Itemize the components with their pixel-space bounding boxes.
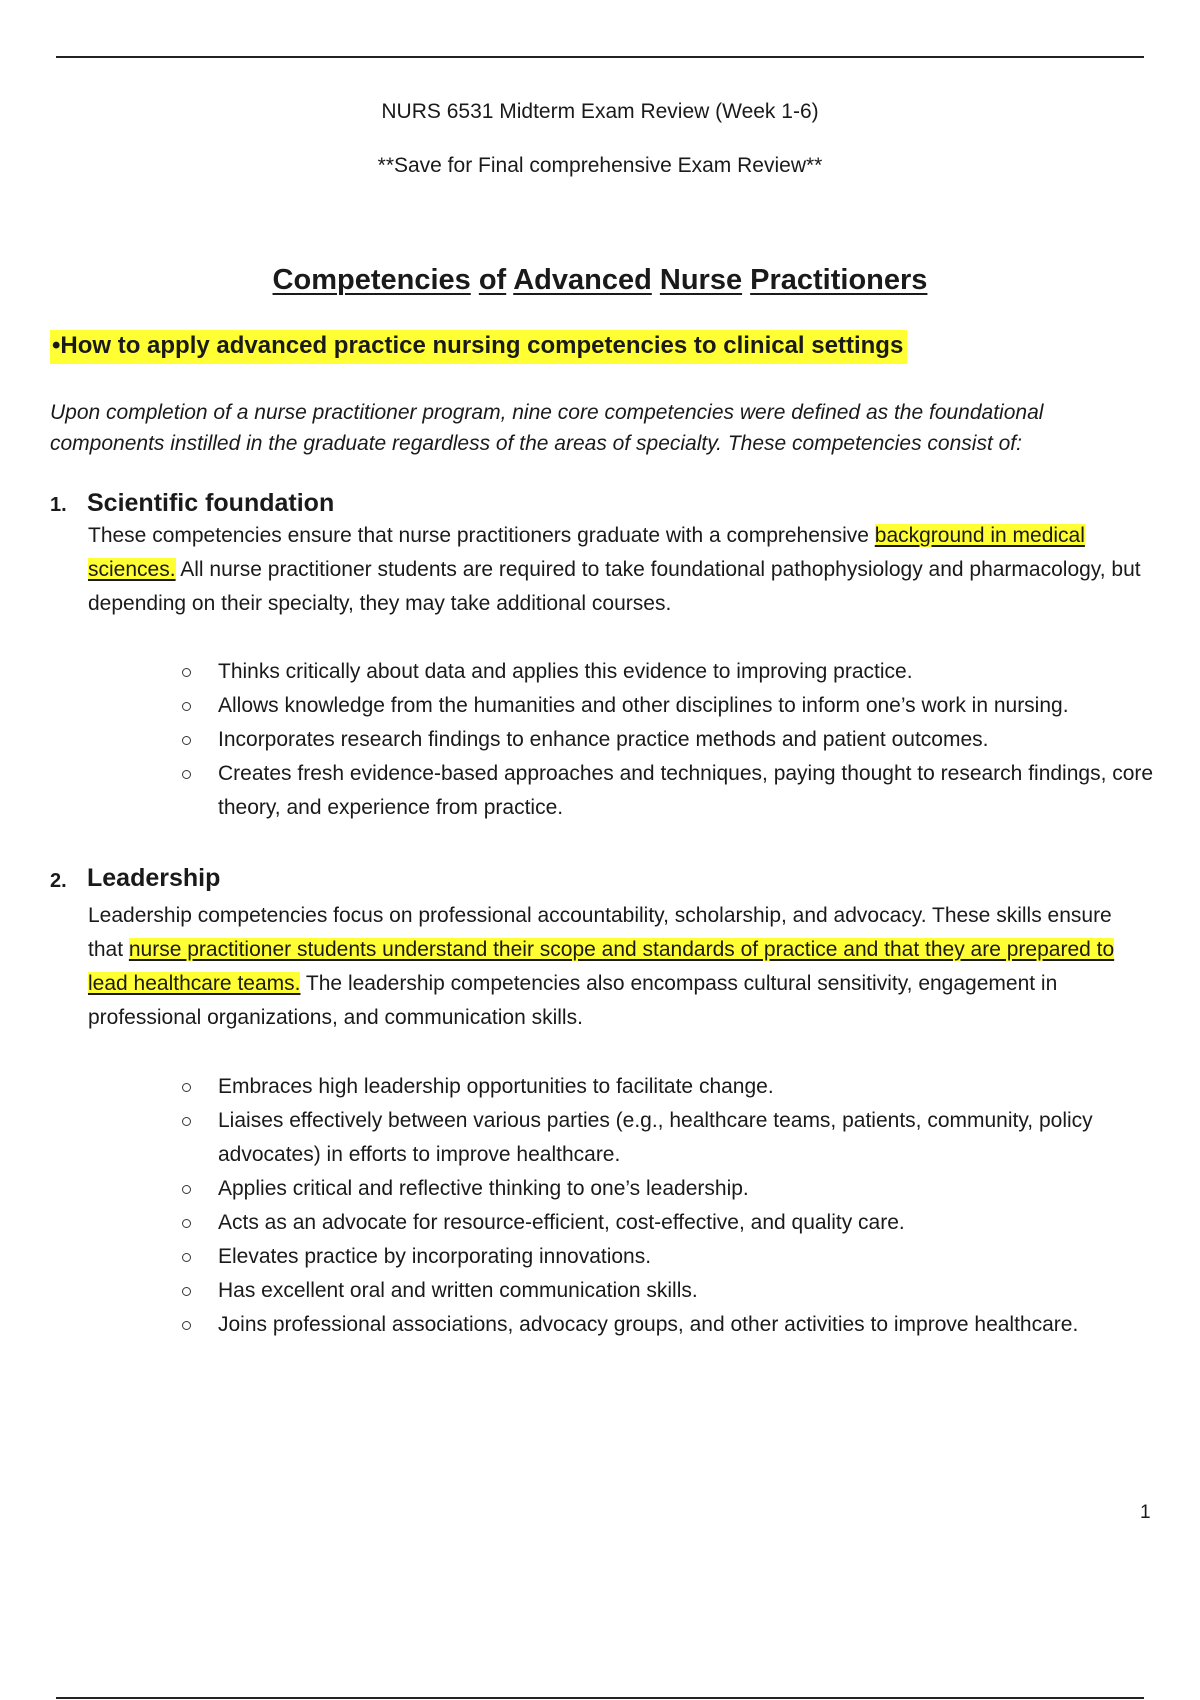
circle-bullet-icon [182, 1185, 191, 1194]
section-body-scientific-foundation [88, 519, 1148, 621]
circle-bullet-icon [182, 1287, 191, 1296]
bullet-list-scientific-foundation [180, 655, 1160, 825]
top-rule [56, 56, 1144, 58]
list-item: Has excellent oral and written communication skills. [180, 1274, 1160, 1308]
circle-bullet-icon [182, 668, 191, 677]
heading-word: Nurse [659, 264, 743, 296]
list-item: Embraces high leadership opportunities to facilitate change. [180, 1070, 1160, 1104]
highlighted-text: background in medical sciences. [88, 524, 1085, 581]
section-number: 2. [50, 870, 67, 892]
circle-bullet-icon [182, 736, 191, 745]
bullet-list-leadership [180, 1070, 1160, 1342]
document-subtitle: **Save for Final comprehensive Exam Review** [377, 154, 823, 177]
list-item: Creates fresh evidence-based approaches and techniques, paying thought to research findings, core theory, and experience from practice. [180, 757, 1160, 825]
circle-bullet-icon [182, 1321, 191, 1330]
heading-word: Competencies [272, 264, 471, 296]
section-body-leadership [88, 899, 1148, 1035]
page-number: 1 [1140, 1502, 1151, 1523]
list-item: Joins professional associations, advocacy groups, and other activities to improve healthcare. [180, 1308, 1160, 1342]
body-text: Leadership competencies focus on professional accountability, scholarship, and advocacy. These skills ensure that [88, 904, 1112, 961]
list-item: Elevates practice by incorporating innovations. [180, 1240, 1160, 1274]
circle-bullet-icon [182, 770, 191, 779]
heading-word: Advanced [513, 264, 652, 296]
circle-bullet-icon [182, 1083, 191, 1092]
main-heading [0, 264, 1200, 297]
intro-paragraph: Upon completion of a nurse practitioner program, nine core competencies were defined as the foundational components instilled in the graduate regardless of the areas of specialty. These competencies consist of: [50, 401, 1044, 455]
section-number: 1. [50, 494, 67, 516]
list-item: Liaises effectively between various parties (e.g., healthcare teams, patients, community, policy advocates) in efforts to improve healthcare. [180, 1104, 1160, 1172]
highlighted-subheading: •How to apply advanced practice nursing competencies to clinical settings [50, 330, 907, 364]
heading-word: of [478, 264, 507, 296]
body-text: These competencies ensure that nurse practitioners graduate with a comprehensive [88, 524, 875, 547]
circle-bullet-icon [182, 1117, 191, 1126]
highlighted-text: nurse practitioner students understand their scope and standards of practice and that they are prepared to lead healthcare teams. [88, 938, 1115, 995]
body-text: The leadership competencies also encompass cultural sensitivity, engagement in professional organizations, and communication skills. [88, 972, 1058, 1029]
section-title-leadership: Leadership [87, 864, 221, 892]
list-item: Applies critical and reflective thinking to one’s leadership. [180, 1172, 1160, 1206]
bottom-rule [56, 1697, 1144, 1699]
body-text: All nurse practitioner students are required to take foundational pathophysiology and pharmacology, but depending on their specialty, they may take additional courses. [88, 558, 1141, 615]
list-item: Thinks critically about data and applies this evidence to improving practice. [180, 655, 1160, 689]
list-item: Incorporates research findings to enhance practice methods and patient outcomes. [180, 723, 1160, 757]
circle-bullet-icon [182, 1219, 191, 1228]
heading-word: Practitioners [750, 264, 928, 296]
circle-bullet-icon [182, 1253, 191, 1262]
circle-bullet-icon [182, 702, 191, 711]
document-title: NURS 6531 Midterm Exam Review (Week 1-6) [381, 100, 819, 123]
list-item: Allows knowledge from the humanities and other disciplines to inform one’s work in nursing. [180, 689, 1160, 723]
list-item: Acts as an advocate for resource-efficient, cost-effective, and quality care. [180, 1206, 1160, 1240]
section-title-scientific-foundation: Scientific foundation [87, 489, 335, 517]
